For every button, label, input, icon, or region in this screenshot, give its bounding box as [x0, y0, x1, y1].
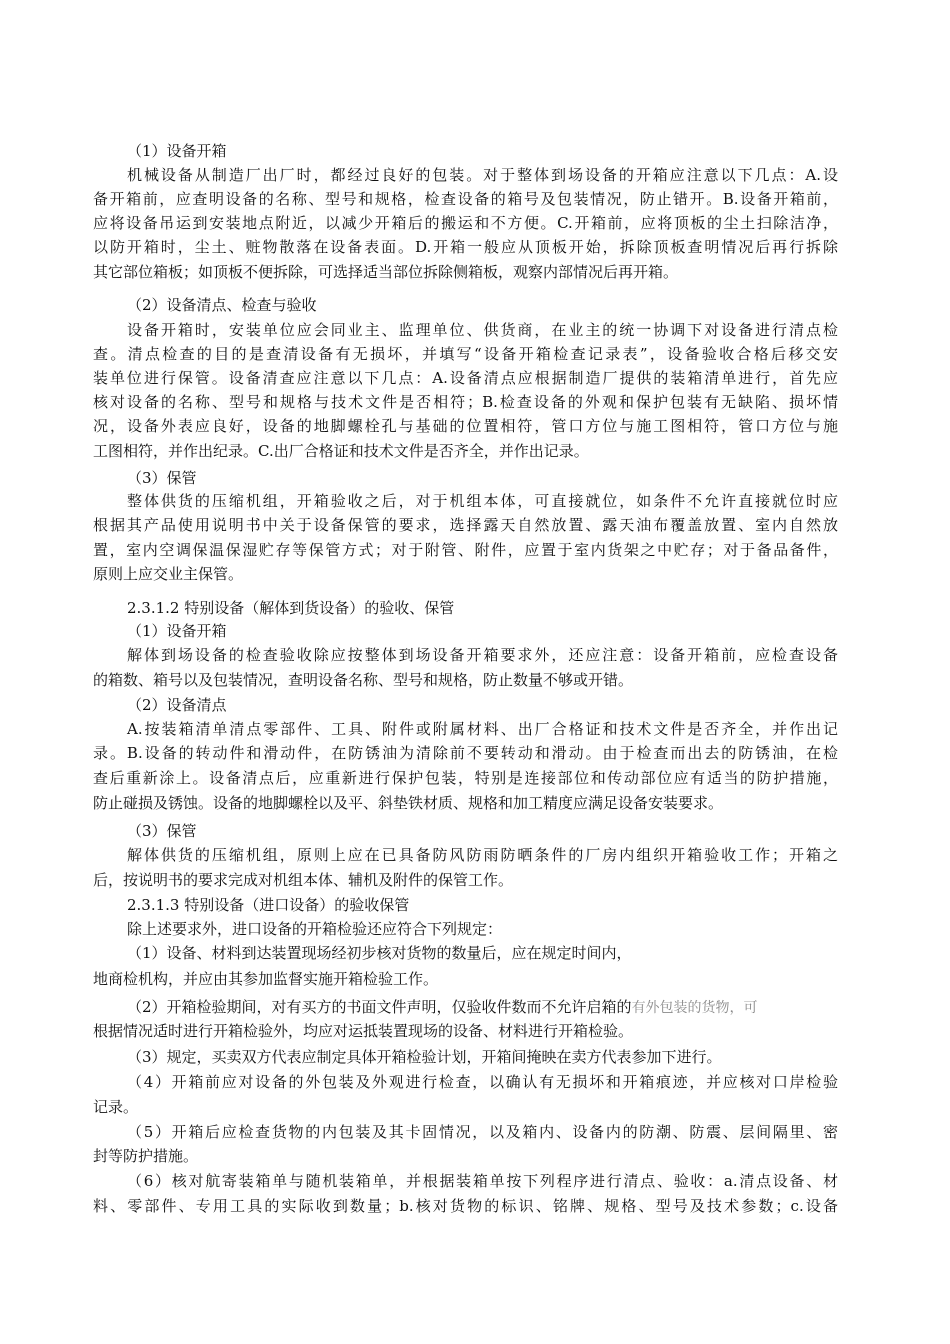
section-heading: （1）设备开箱 [127, 622, 227, 640]
list-item-line: （3）规定，买卖双方代表应制定具体开箱检验计划，开箱间掩映在卖方代表参加下进行。 [127, 1048, 722, 1066]
list-item-line: （1）设备、材料到达装置现场经初步核对货物的数量后，应在规定时间内， [127, 944, 632, 962]
list-item-line: 根据情况适时进行开箱检验外，均应对运抵装置现场的设备、材料进行开箱检验。 [93, 1022, 634, 1040]
paragraph-line: 整体供货的压缩机组，开箱验收之后，对于机组本体，可直接就位，如条件不允许直接就位时应 [127, 492, 838, 510]
paragraph-line: 后，按说明书的要求完成对机组本体、辅机及附件的保管工作。 [93, 871, 514, 889]
paragraph-line: 设备开箱时，安装单位应会同业主、监理单位、供货商，在业主的统一协调下对设备进行清点检 [127, 321, 838, 339]
section-heading: （2）设备清点 [127, 696, 227, 714]
paragraph-line: 根据其产品使用说明书中关于设备保管的要求，选择露天自然放置、露天油布覆盖放置、室内自然放 [93, 516, 838, 534]
paragraph-line: 查后重新涂上。设备清点后，应重新进行保护包装，特别是连接部位和传动部位应有适当的防护措施， [93, 769, 838, 787]
paragraph-line: 工图相符，并作出纪录。C.出厂合格证和技术文件是否齐全，并作出记录。 [93, 442, 589, 460]
paragraph-line: 装单位进行保管。设备清查应注意以下几点：A.设备清点应根据制造厂提供的装箱清单进行，首先应 [93, 369, 838, 387]
subsection-heading: 2.3.1.3 特别设备（进口设备）的验收保管 [127, 896, 410, 914]
paragraph-line: A.按装箱清单清点零部件、工具、附件或附属材料、出厂合格证和技术文件是否齐全，并作出记 [127, 720, 838, 738]
section-heading: （3）保管 [127, 469, 197, 487]
paragraph-line: 录。B.设备的转动件和滑动件，在防锈油为清除前不要转动和滑动。由于检查而出去的防锈油，在检 [93, 744, 838, 762]
paragraph-line: 况，设备外表应良好，设备的地脚螺栓孔与基础的位置相符，管口方位与施工图相符，管口方位与施 [93, 417, 838, 435]
paragraph-line: 解体供货的压缩机组，原则上应在已具备防风防雨防晒条件的厂房内组织开箱验收工作；开箱之 [127, 846, 838, 864]
paragraph-line: 的箱数、箱号以及包装情况，查明设备名称、型号和规格，防止数量不够或开错。 [93, 671, 634, 689]
list-item-line: （4）开箱前应对设备的外包装及外观进行检查，以确认有无损坏和开箱痕迹，并应核对口岸检验 [127, 1073, 838, 1091]
list-item-line: （6）核对航寄装箱单与随机装箱单，并根据装箱单按下列程序进行清点、验收：a.清点设备、材 [127, 1172, 838, 1190]
section-heading: （1）设备开箱 [127, 142, 227, 160]
paragraph-line: 防止碰损及锈蚀。设备的地脚螺栓以及平、斜垫铁材质、规格和加工精度应满足设备安装要求。 [93, 794, 724, 812]
section-heading: （3）保管 [127, 822, 197, 840]
paragraph-line: 核对设备的名称、型号和规格与技术文件是否相符；B.检查设备的外观和保护包装有无缺陷、损坏情 [93, 393, 838, 411]
paragraph-line: 以防开箱时，尘土、赃物散落在设备表面。D.开箱一般应从顶板开始，拆除顶板查明情况后再行拆除 [93, 238, 838, 256]
paragraph-line: 机械设备从制造厂出厂时，都经过良好的包装。对于整体到场设备的开箱应注意以下几点：A.设 [127, 166, 838, 184]
faded-overlay-text: 有外包装的货物，可 [631, 1000, 758, 1016]
subsection-heading: 2.3.1.2 特别设备（解体到货设备）的验收、保管 [127, 599, 455, 617]
list-item-line: 地商检机构，并应由其参加监督实施开箱检验工作。 [93, 970, 439, 988]
paragraph-line: 原则上应交业主保管。 [93, 565, 244, 583]
list-item-line [0, 997, 950, 1017]
paragraph-line: 应将设备吊运到安装地点附近，以减少开箱后的搬运和不方便。C.开箱前，应将顶板的尘土扫除洁净， [93, 214, 838, 232]
paragraph-line: 除上述要求外，进口设备的开箱检验还应符合下列规定： [127, 920, 503, 938]
list-item-text: （2）开箱检验期间，对有买方的书面文件声明，仅验收件数而不允许启箱的 [127, 998, 632, 1016]
section-heading: （2）设备清点、检查与验收 [127, 296, 317, 314]
paragraph-line: 置，室内空调保温保湿贮存等保管方式；对于附管、附件，应置于室内货架之中贮存；对于备品备件， [93, 541, 838, 559]
paragraph-line: 查。清点检查的目的是查清设备有无损坏，并填写“设备开箱检查记录表”，设备验收合格后移交安 [93, 345, 838, 363]
list-item-line: 封等防护措施。 [93, 1147, 199, 1165]
list-item-line: 记录。 [93, 1098, 139, 1116]
paragraph-line: 备开箱前，应查明设备的名称、型号和规格，检查设备的箱号及包装情况，防止错开。B.设备开箱前， [93, 190, 838, 208]
paragraph-line: 解体到场设备的检查验收除应按整体到场设备开箱要求外，还应注意：设备开箱前，应检查设备 [127, 646, 838, 664]
paragraph-line: 其它部位箱板；如顶板不便拆除，可选择适当部位拆除侧箱板，观察内部情况后再开箱。 [93, 263, 679, 281]
list-item-line: 料、零部件、专用工具的实际收到数量；b.核对货物的标识、铭牌、规格、型号及技术参数；c.设备 [93, 1197, 838, 1215]
list-item-line: （5）开箱后应检查货物的内包装及其卡固情况，以及箱内、设备内的防潮、防震、层间隔里、密 [127, 1123, 838, 1141]
